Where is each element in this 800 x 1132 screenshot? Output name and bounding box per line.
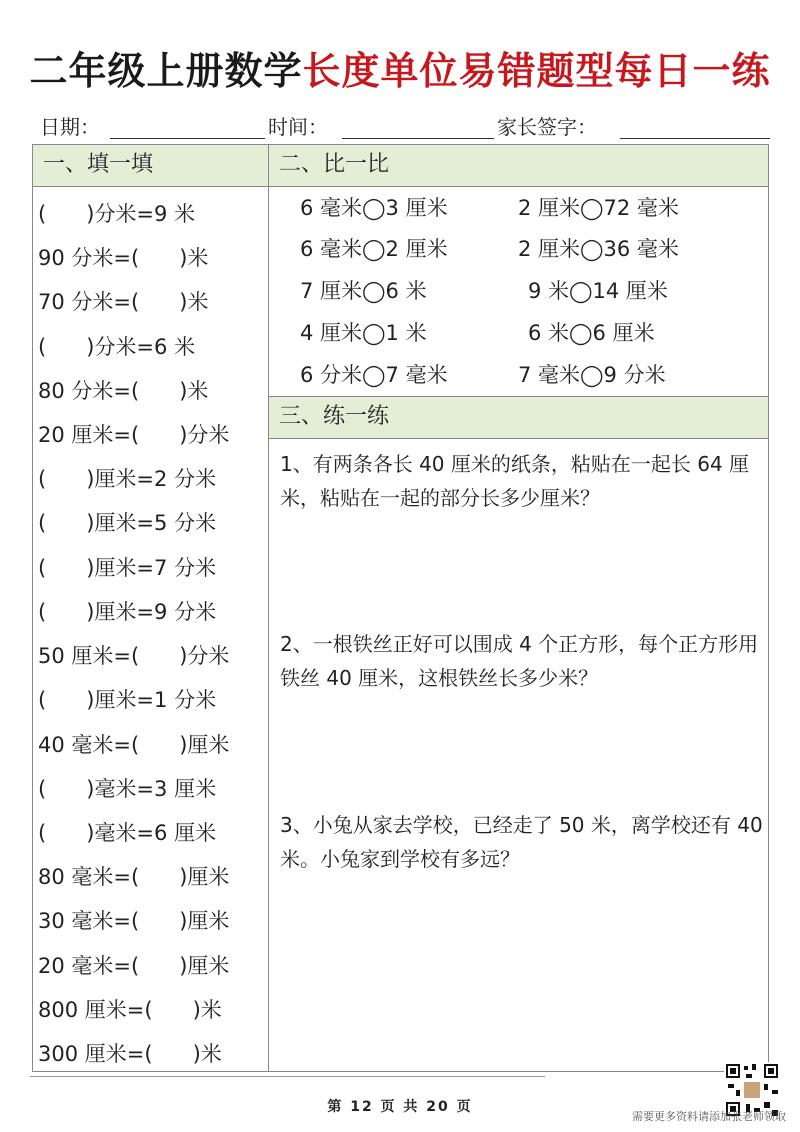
title-topic: 长度单位易错题型每日一练 bbox=[302, 49, 771, 93]
promo-note: 需要更多资料请添加张老师领取 bbox=[632, 1110, 786, 1123]
fill-item: ( )分米=9 米 bbox=[38, 202, 196, 226]
footer-rule bbox=[30, 1076, 545, 1077]
fill-item: 20 毫米=( )厘米 bbox=[38, 954, 230, 978]
fill-item: 90 分米=( )米 bbox=[38, 246, 209, 270]
title-grade: 二年级上册数学 bbox=[29, 49, 303, 93]
fill-item: ( )分米=6 米 bbox=[38, 335, 196, 359]
column-divider bbox=[268, 144, 269, 1072]
compare-item: 7 毫米◯9 分米 bbox=[518, 363, 666, 387]
fill-item: 30 毫米=( )厘米 bbox=[38, 909, 230, 933]
word-problem-3: 3、小兔从家去学校，已经走了 50 米，离学校还有 40 米。小兔家到学校有多远？ bbox=[280, 813, 763, 871]
time-field[interactable] bbox=[342, 138, 494, 139]
compare-item: 6 毫米◯2 厘米 bbox=[300, 237, 448, 261]
compare-item: 6 米◯6 厘米 bbox=[528, 321, 655, 345]
fill-item: 80 毫米=( )厘米 bbox=[38, 865, 230, 889]
parent-signature-label: 家长签字： bbox=[497, 115, 597, 139]
fill-item: ( )毫米=6 厘米 bbox=[38, 821, 217, 845]
compare-item: 9 米◯14 厘米 bbox=[528, 279, 668, 303]
compare-item: 6 毫米◯3 厘米 bbox=[300, 196, 448, 220]
fill-item: 800 厘米=( )米 bbox=[38, 998, 222, 1022]
section1-heading: 一、填一填 bbox=[33, 145, 268, 187]
fill-item: 20 厘米=( )分米 bbox=[38, 423, 230, 447]
date-label: 日期： bbox=[40, 115, 100, 139]
fill-item: 80 分米=( )米 bbox=[38, 379, 209, 403]
section3-heading: 三、练一练 bbox=[269, 397, 768, 439]
date-field[interactable] bbox=[110, 138, 265, 139]
compare-item: 6 分米◯7 毫米 bbox=[300, 363, 448, 387]
meta-row bbox=[40, 112, 770, 142]
compare-item: 2 厘米◯72 毫米 bbox=[518, 196, 679, 220]
fill-item: 70 分米=( )米 bbox=[38, 290, 209, 314]
fill-item: ( )厘米=2 分米 bbox=[38, 467, 217, 491]
fill-item: ( )毫米=3 厘米 bbox=[38, 777, 217, 801]
fill-item: ( )厘米=5 分米 bbox=[38, 511, 217, 535]
parent-signature-field[interactable] bbox=[620, 138, 770, 139]
compare-item: 4 厘米◯1 米 bbox=[300, 321, 427, 345]
worksheet-title bbox=[0, 46, 800, 96]
page-number: 第 12 页 共 20 页 bbox=[327, 1099, 473, 1115]
time-label: 时间： bbox=[268, 115, 328, 139]
fill-item: 40 毫米=( )厘米 bbox=[38, 733, 230, 757]
compare-item: 7 厘米◯6 米 bbox=[300, 279, 427, 303]
fill-item: ( )厘米=9 分米 bbox=[38, 600, 217, 624]
fill-item: 50 厘米=( )分米 bbox=[38, 644, 230, 668]
fill-item: ( )厘米=1 分米 bbox=[38, 688, 217, 712]
word-problem-1: 1、有两条各长 40 厘米的纸条，粘贴在一起长 64 厘米，粘贴在一起的部分长多少厘米？ bbox=[280, 452, 750, 510]
fill-item: ( )厘米=7 分米 bbox=[38, 556, 217, 580]
compare-item: 2 厘米◯36 毫米 bbox=[518, 237, 679, 261]
fill-item: 300 厘米=( )米 bbox=[38, 1042, 222, 1066]
word-problem-2: 2、一根铁丝正好可以围成 4 个正方形，每个正方形用铁丝 40 厘米，这根铁丝长多少米？ bbox=[280, 632, 759, 690]
section2-heading: 二、比一比 bbox=[269, 145, 768, 187]
